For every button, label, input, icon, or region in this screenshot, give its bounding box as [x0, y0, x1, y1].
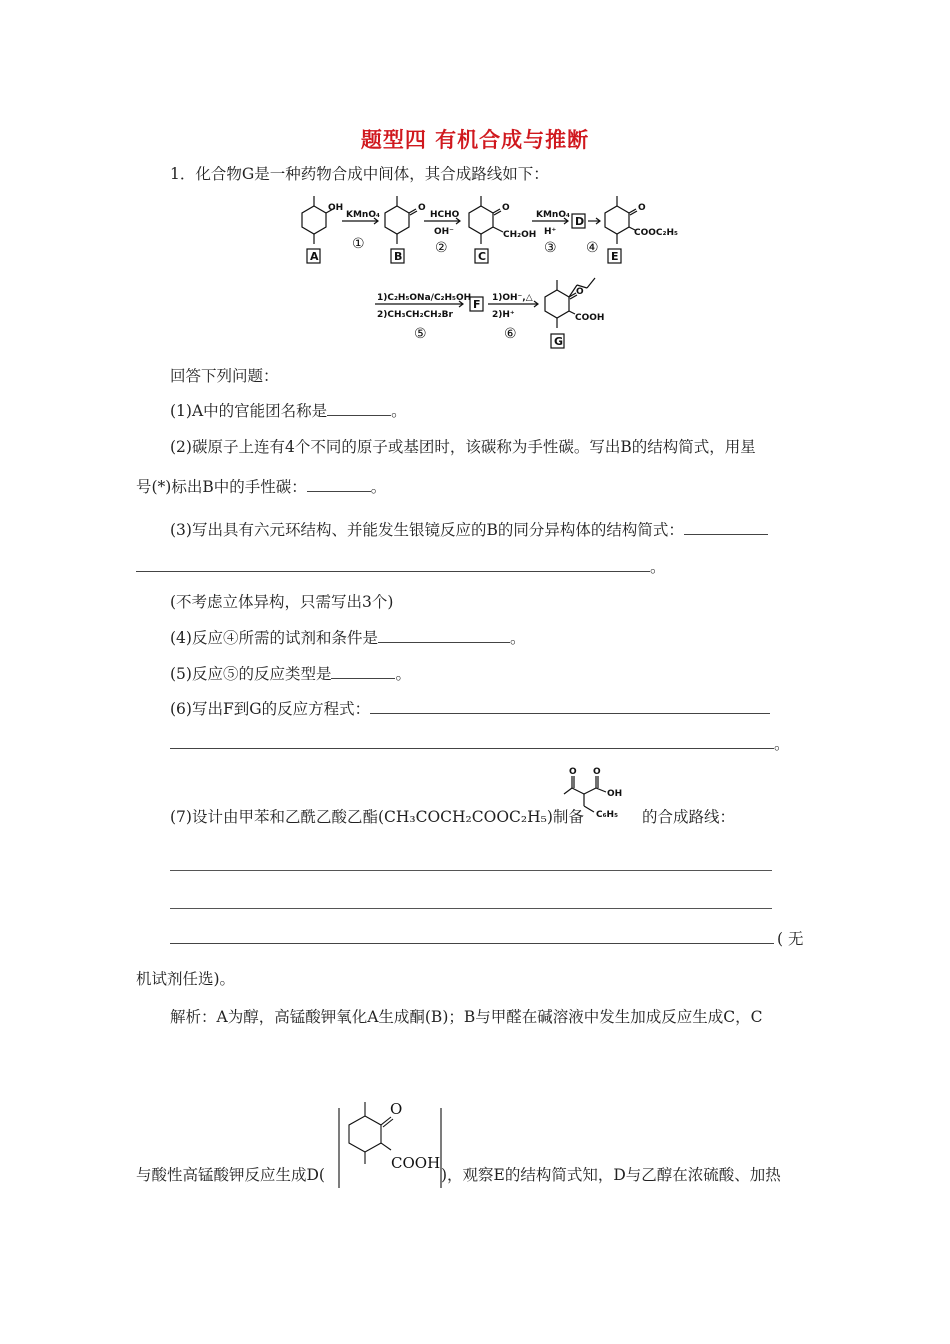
reagent-2: HCHO [430, 210, 460, 220]
answer-blank-2[interactable] [307, 476, 371, 492]
compound-e-ring [605, 206, 629, 234]
question-2-line-1: (2)碳原子上连有4个不同的原子或基团时，该碳称为手性碳。写出B的结构简式，用星 [170, 438, 756, 456]
analysis-line-2-start: 与酸性高锰酸钾反应生成D( [136, 1166, 325, 1184]
q7-phenyl-label: C₆H₅ [596, 810, 619, 820]
question-7-note-start: ( 无 [777, 930, 804, 948]
q7-o2-label: O [593, 767, 601, 777]
question-6-line-2: 。 [170, 733, 790, 755]
compound-g-ring [545, 290, 569, 318]
box-e-label: E [611, 250, 619, 263]
g-substituent: COOH [575, 313, 605, 323]
q7-oh-label: OH [607, 789, 623, 799]
question-5: (5)反应⑤的反应类型是 。 [170, 665, 411, 683]
reagent-3: KMnO₄ [536, 210, 570, 220]
answer-blank-3b[interactable] [136, 556, 650, 572]
box-a-label: A [310, 250, 319, 263]
question-1-intro: 1．化合物G是一种药物合成中间体，其合成路线如下： [170, 165, 549, 183]
d-o-label: O [390, 1100, 403, 1118]
a-oh-label: OH [328, 203, 344, 213]
b-o-label: O [418, 203, 426, 213]
c-o-label: O [502, 203, 510, 213]
question-3-note: (不考虑立体异构，只需写出3个) [170, 593, 394, 611]
answer-line-7a[interactable] [170, 870, 772, 871]
compound-c-ring [469, 206, 493, 234]
answer-blank-6b[interactable] [170, 733, 774, 749]
answer-blank-7c[interactable] [170, 928, 774, 944]
step-4-number: ④ [586, 240, 599, 256]
answer-blank-3a[interactable] [684, 519, 768, 535]
step-3-number: ③ [544, 240, 557, 256]
e-o-label: O [638, 203, 646, 213]
analysis-line-1: 解析：A为醇，高锰酸钾氧化A生成酮(B)；B与甲醛在碱溶液中发生加成反应生成C，C [170, 1008, 763, 1026]
reagent-5-second: 2)CH₃CH₂CH₂Br [377, 310, 453, 320]
box-g-label: G [554, 335, 564, 348]
step-6-number: ⑥ [504, 326, 517, 342]
q7-o1-label: O [569, 767, 577, 777]
synthesis-scheme [290, 188, 710, 358]
d-structure [335, 1092, 445, 1188]
reagent-6-second: 2)H⁺ [492, 310, 515, 320]
step-5-number: ⑤ [414, 326, 427, 342]
question-3-line-1: (3)写出具有六元环结构、并能发生银镜反应的B的同分异构体的结构简式： [170, 519, 768, 541]
answer-prompt: 回答下列问题： [170, 367, 279, 385]
e-substituent: COOC₂H₅ [634, 228, 678, 238]
box-c-label: C [478, 250, 487, 263]
q7-target-structure [560, 764, 644, 828]
question-7-line-3 [170, 928, 774, 950]
answer-blank-1[interactable] [327, 400, 391, 416]
question-3-line-2: 。 [136, 556, 666, 578]
answer-blank-5[interactable] [331, 663, 395, 679]
question-1: (1)A中的官能团名称是 。 [170, 402, 407, 420]
reagent-1: KMnO₄ [346, 210, 380, 220]
reagent-2-condition: OH⁻ [434, 227, 454, 237]
box-b-label: B [394, 250, 403, 263]
question-7-prefix: (7)设计由甲苯和乙酰乙酸乙酯(CH₃COCH₂COOC₂H₅)制备 [170, 808, 584, 826]
page-title: 题型四 有机合成与推断 [360, 128, 590, 152]
step-2-number: ② [435, 240, 448, 256]
question-4: (4)反应④所需的试剂和条件是 。 [170, 629, 526, 647]
answer-line-7b[interactable] [170, 908, 772, 909]
reagent-5: 1)C₂H₅ONa/C₂H₅OH [377, 293, 472, 303]
answer-blank-6a[interactable] [370, 698, 770, 714]
reagent-6: 1)OH⁻,△ [492, 293, 533, 303]
question-7-note-end: 机试剂任选)。 [136, 970, 236, 988]
step-1-number: ① [352, 236, 365, 252]
question-7-suffix: 的合成路线： [642, 808, 736, 826]
d-box-label: D [575, 215, 585, 228]
compound-b-ring [385, 206, 409, 234]
d-cooh-label: COOH [391, 1154, 441, 1172]
f-box-label: F [473, 298, 481, 311]
question-2-line-2: 号(*)标出B中的手性碳： 。 [136, 478, 387, 496]
g-o-label: O [576, 287, 584, 297]
compound-a-ring [302, 206, 326, 234]
analysis-line-2-end: )，观察E的结构简式知，D与乙醇在浓硫酸、加热 [441, 1166, 781, 1184]
reagent-3-condition: H⁺ [544, 227, 557, 237]
question-6: (6)写出F到G的反应方程式： [170, 698, 770, 720]
answer-blank-4[interactable] [378, 627, 510, 643]
c-substituent: CH₂OH [503, 230, 537, 240]
